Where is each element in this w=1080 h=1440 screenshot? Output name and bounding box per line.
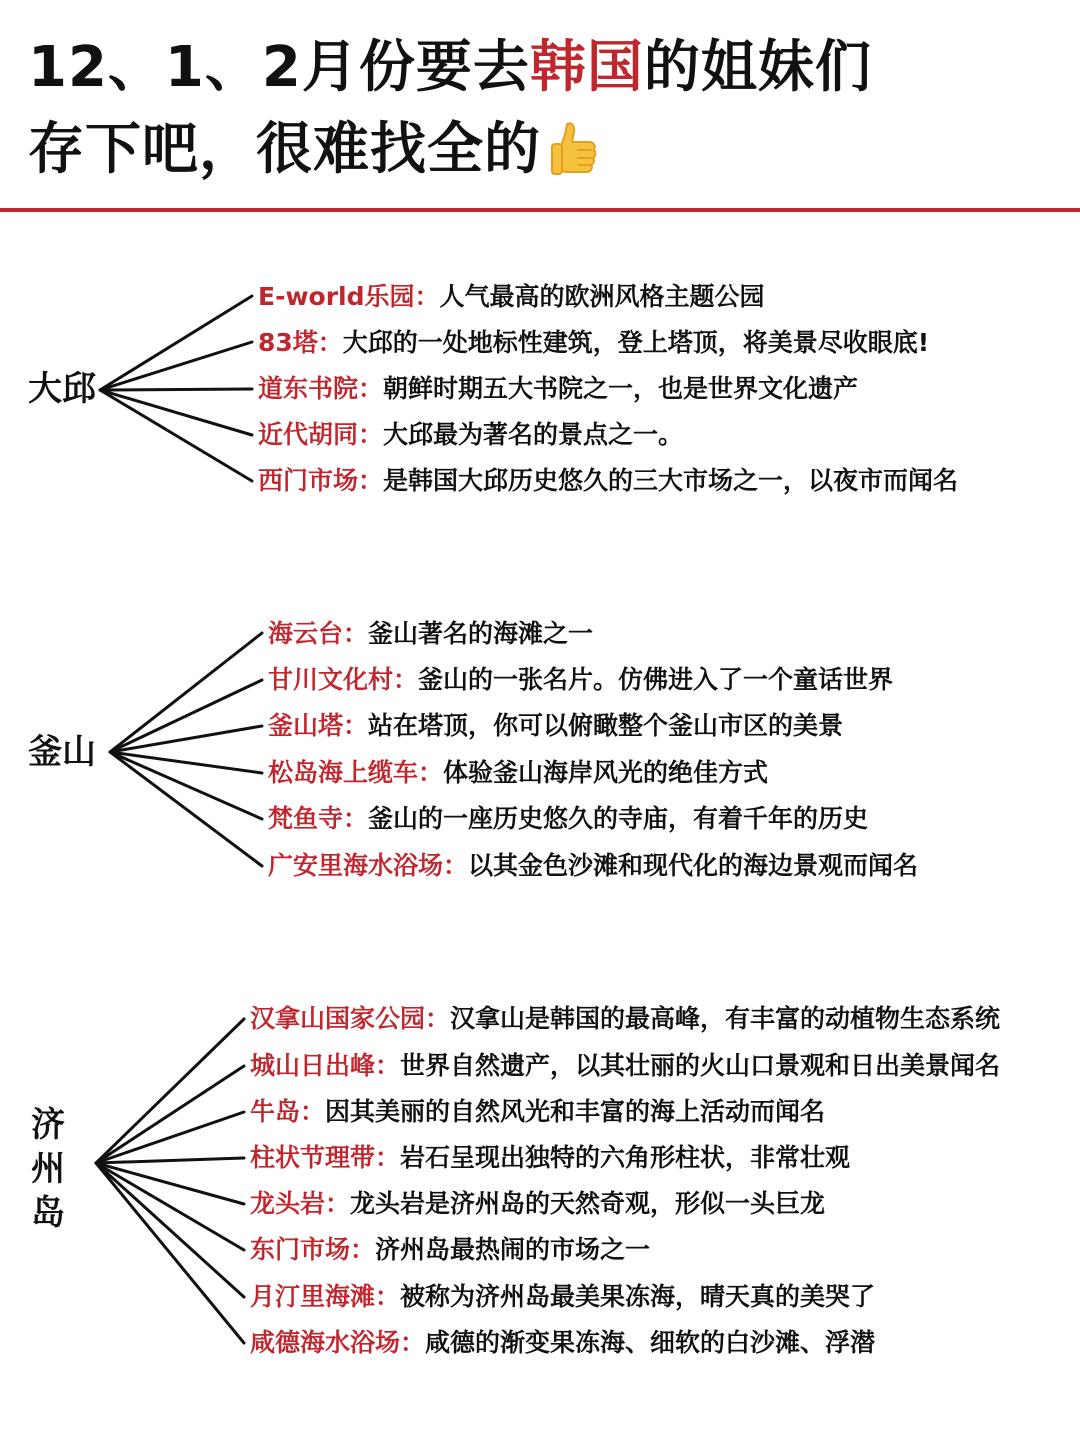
attraction-name: E-world乐园： bbox=[258, 282, 440, 311]
branch-line bbox=[110, 752, 262, 773]
list-item bbox=[268, 711, 843, 741]
attraction-description: 釜山著名的海滩之一 bbox=[368, 619, 594, 648]
branch-line bbox=[96, 1019, 244, 1163]
list-item bbox=[250, 1004, 1000, 1034]
attraction-name: 釜山塔： bbox=[268, 711, 369, 740]
list-item bbox=[250, 1282, 875, 1312]
attraction-description: 被称为济州岛最美果冻海，晴天真的美哭了 bbox=[400, 1282, 876, 1311]
attraction-description: 因其美丽的自然风光和丰富的海上活动而闻名 bbox=[325, 1097, 826, 1126]
branch-line bbox=[100, 389, 252, 390]
branch-line bbox=[110, 752, 262, 866]
attraction-name: 月汀里海滩： bbox=[250, 1282, 401, 1311]
page-title-line-2 bbox=[28, 117, 599, 182]
branch-line bbox=[110, 752, 262, 819]
attraction-name: 近代胡同： bbox=[258, 420, 384, 449]
attraction-name: 汉拿山国家公园： bbox=[250, 1004, 451, 1033]
branch-line bbox=[110, 633, 262, 752]
list-item bbox=[258, 328, 929, 358]
branch-line bbox=[100, 342, 252, 390]
attraction-description: 龙头岩是济州岛的天然奇观，形似一头巨龙 bbox=[350, 1189, 826, 1218]
branch-line bbox=[96, 1163, 244, 1250]
branch-line bbox=[96, 1163, 244, 1343]
list-item bbox=[250, 1189, 825, 1219]
attraction-description: 济州岛最热闹的市场之一 bbox=[375, 1235, 651, 1264]
page-title-line-1 bbox=[28, 35, 872, 100]
attraction-description: 人气最高的欧洲风格主题公园 bbox=[439, 282, 765, 311]
title-highlight: 韩国 bbox=[529, 35, 644, 100]
attraction-name: 柱状节理带： bbox=[250, 1143, 401, 1172]
attraction-name: 咸德海水浴场： bbox=[250, 1328, 426, 1357]
attraction-name: 海云台： bbox=[268, 619, 369, 648]
title-part-2: 的姐妹们 bbox=[643, 35, 872, 100]
header-divider bbox=[0, 208, 1080, 212]
branch-line bbox=[96, 1066, 244, 1163]
list-item bbox=[258, 374, 858, 404]
branch-line bbox=[100, 390, 252, 435]
list-item bbox=[250, 1235, 650, 1265]
attraction-description: 汉拿山是韩国的最高峰，有丰富的动植物生态系统 bbox=[450, 1004, 1001, 1033]
city-label-jeju: 济州岛 bbox=[31, 1105, 65, 1233]
branch-line bbox=[96, 1158, 244, 1163]
attraction-description: 朝鲜时期五大书院之一，也是世界文化遗产 bbox=[383, 374, 859, 403]
branch-line bbox=[96, 1163, 244, 1204]
attraction-description: 是韩国大邱历史悠久的三大市场之一，以夜市而闻名 bbox=[383, 466, 959, 495]
list-item bbox=[250, 1051, 1000, 1081]
branch-line bbox=[110, 726, 262, 752]
branch-line bbox=[96, 1163, 244, 1297]
attraction-name: 道东书院： bbox=[258, 374, 384, 403]
attraction-description: 咸德的渐变果冻海、细软的白沙滩、浮潜 bbox=[425, 1328, 876, 1357]
list-item bbox=[268, 758, 768, 788]
list-item bbox=[268, 665, 893, 695]
attraction-name: 东门市场： bbox=[250, 1235, 376, 1264]
list-item bbox=[268, 804, 868, 834]
attraction-description: 釜山的一座历史悠久的寺庙，有着千年的历史 bbox=[368, 804, 869, 833]
attraction-name: 城山日出峰： bbox=[250, 1051, 401, 1080]
thumbs-up-icon bbox=[549, 120, 599, 176]
attraction-name: 龙头岩： bbox=[250, 1189, 351, 1218]
list-item bbox=[258, 420, 683, 450]
list-item bbox=[250, 1097, 825, 1127]
title-part-1: 12、1、2月份要去 bbox=[28, 35, 530, 100]
attraction-name: 松岛海上缆车： bbox=[268, 758, 444, 787]
branch-line bbox=[100, 390, 252, 481]
branch-line bbox=[100, 296, 252, 390]
list-item bbox=[250, 1143, 850, 1173]
city-label-daegu: 大邱 bbox=[28, 369, 96, 409]
attraction-description: 世界自然遗产，以其壮丽的火山口景观和日出美景闻名 bbox=[400, 1051, 1001, 1080]
list-item bbox=[268, 619, 593, 649]
attraction-name: 甘川文化村： bbox=[268, 665, 419, 694]
attraction-name: 广安里海水浴场： bbox=[268, 851, 469, 880]
city-label-busan: 釜山 bbox=[28, 732, 96, 772]
attraction-description: 站在塔顶，你可以俯瞰整个釜山市区的美景 bbox=[368, 711, 844, 740]
attraction-description: 釜山的一张名片。仿佛进入了一个童话世界 bbox=[418, 665, 894, 694]
attraction-description: 岩石呈现出独特的六角形柱状，非常壮观 bbox=[400, 1143, 851, 1172]
attraction-name: 西门市场： bbox=[258, 466, 384, 495]
list-item bbox=[258, 466, 958, 496]
attraction-description: 大邱的一处地标性建筑，登上塔顶，将美景尽收眼底! bbox=[342, 328, 930, 357]
branch-line bbox=[96, 1112, 244, 1163]
attraction-name: 83塔： bbox=[258, 328, 343, 357]
list-item bbox=[268, 851, 918, 881]
attraction-name: 牛岛： bbox=[250, 1097, 326, 1126]
branch-line bbox=[110, 680, 262, 752]
attraction-description: 以其金色沙滩和现代化的海边景观而闻名 bbox=[468, 851, 919, 880]
attraction-description: 体验釜山海岸风光的绝佳方式 bbox=[443, 758, 769, 787]
title-line-2-text: 存下吧，很难找全的 bbox=[28, 117, 541, 182]
attraction-description: 大邱最为著名的景点之一。 bbox=[383, 420, 684, 449]
list-item bbox=[258, 282, 765, 312]
list-item bbox=[250, 1328, 875, 1358]
attraction-name: 梵鱼寺： bbox=[268, 804, 369, 833]
